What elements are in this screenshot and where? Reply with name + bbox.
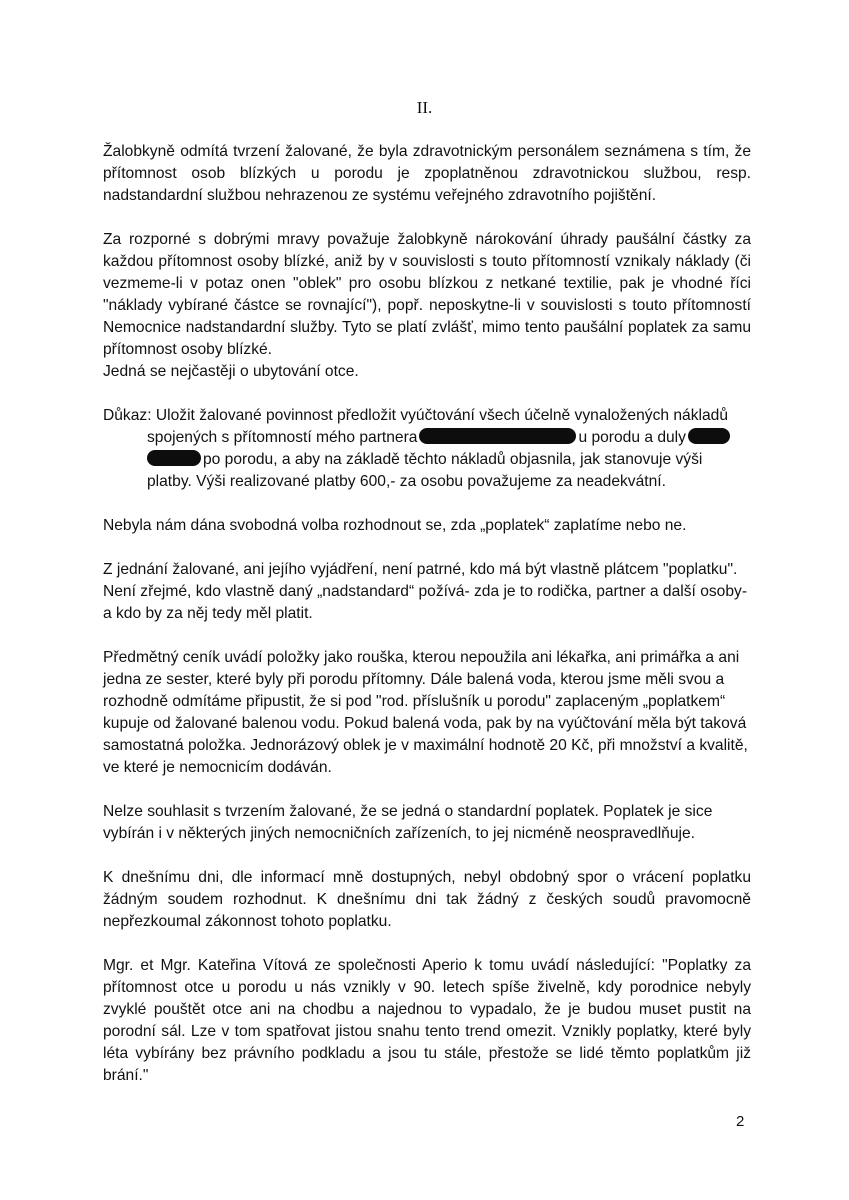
- paragraph-rejection: Žalobkyně odmítá tvrzení žalované, že byla zdravotnickým personálem seznámena s tím, že přítomnost osob blízkých u porodu je zpoplatněnou zdravotnickou službou, resp. nadstandardní službou nehrazenou ze systému veřejného zdravotního pojištění.: [103, 143, 751, 204]
- page-number: 2: [736, 1113, 745, 1130]
- paragraph-good-morals: Za rozporné s dobrými mravy považuje žalobkyně nárokování úhrady paušální částky za každou přítomnost osoby blízké, aniž by v souvislosti s touto přítomností vznikaly náklady (či vezmeme-li v potaz onen "oblek" pro osobu blízkou z netkané textilie, pak je vhodné říci "náklady vybírané částce se rovnající"), popř. neposkytne-li v souvislosti s touto přítomností Nemocnice nadstandardní služby. Tyto se platí zvlášť, mimo tento paušální poplatek za samu přítomnost osoby blízké.: [103, 231, 751, 358]
- redaction-partner-name: [419, 428, 576, 444]
- document-body: [103, 141, 751, 1109]
- redaction-doula-surname: [147, 450, 201, 466]
- paragraph-payer: Z jednání žalované, ani jejího vyjádření, není patrné, kdo má být vlastně plátcem "poplatku". Není zřejmé, kdo vlastně daný „nadstandard“ požívá- zda je to rodička, partner a další osoby- a kdo by za něj tedy měl platit.: [103, 561, 748, 622]
- paragraph-accommodation: Jedná se nejčastěji o ubytování otce.: [103, 363, 359, 380]
- proof-segment-1: spojených s přítomností mého partnera: [147, 429, 418, 446]
- proof-block: [103, 405, 751, 493]
- redaction-doula-name: [688, 428, 730, 444]
- proof-first-line: [103, 405, 751, 427]
- paragraph-standard-fee: Nelze souhlasit s tvrzením žalované, že se jedná o standardní poplatek. Poplatek je sice vybírán i v některých jiných nemocničních zařízeních, to jej nicméně neospravedlňuje.: [103, 803, 713, 842]
- paragraph-quote: Mgr. et Mgr. Kateřina Vítová ze společnosti Aperio k tomu uvádí následující: "Poplatky za přítomnost otce u porodu u nás vznikly v 90. letech spíše živelně, kdy porodnice nebyly zvyklé pouštět otce ani na chodbu a najednou to vypadalo, že je budou muset pustit na porodní sál. Lze v tom spatřovat jistou snahu tento trend omezit. Vznikly poplatky, které byly léta vybírány bez právního podkladu a jsou tu stále, přestože se lidé těmto poplatkům již brání.": [103, 957, 751, 1084]
- proof-indented-text: [103, 427, 751, 493]
- paragraph-no-ruling: K dnešnímu dni, dle informací mně dostupných, nebyl obdobný spor o vrácení poplatku žádným soudem rozhodnut. K dnešnímu dni tak žádný z českých soudů pravomocně nepřezkoumal zákonnost tohoto poplatku.: [103, 869, 751, 930]
- proof-line-1: Uložit žalované povinnost předložit vyúčtování všech účelně vynaložených nákladů: [155, 407, 728, 424]
- proof-label: Důkaz:: [103, 407, 152, 424]
- proof-segment-2: u porodu a duly: [578, 429, 686, 446]
- paragraph-free-choice: Nebyla nám dána svobodná volba rozhodnout se, zda „poplatek“ zaplatíme nebo ne.: [103, 517, 687, 534]
- section-heading: II.: [416, 98, 433, 117]
- proof-segment-3: po porodu, a aby na základě těchto nákladů objasnila, jak stanovuje výši platby. Výši realizované platby 600,- za osobu považujeme za neadekvátní.: [147, 451, 703, 490]
- paragraph-price-list: Předmětný ceník uvádí položky jako rouška, kterou nepoužila ani lékařka, ani primářka a ani jedna ze sester, které byly při porodu přítomny. Dále balená voda, kterou jsme měli svou a rozhodně odmítáme připustit, že si pod "rod. příslušník u porodu" zaplaceným „poplatkem“ kupuje od žalované balenou vodu. Pokud balená voda, pak by na vyúčtování měla být taková samostatná položka. Jednorázový oblek je v maximální hodnotě 20 Kč, při množství a kvalitě, ve které je nemocnicím dodáván.: [103, 649, 748, 776]
